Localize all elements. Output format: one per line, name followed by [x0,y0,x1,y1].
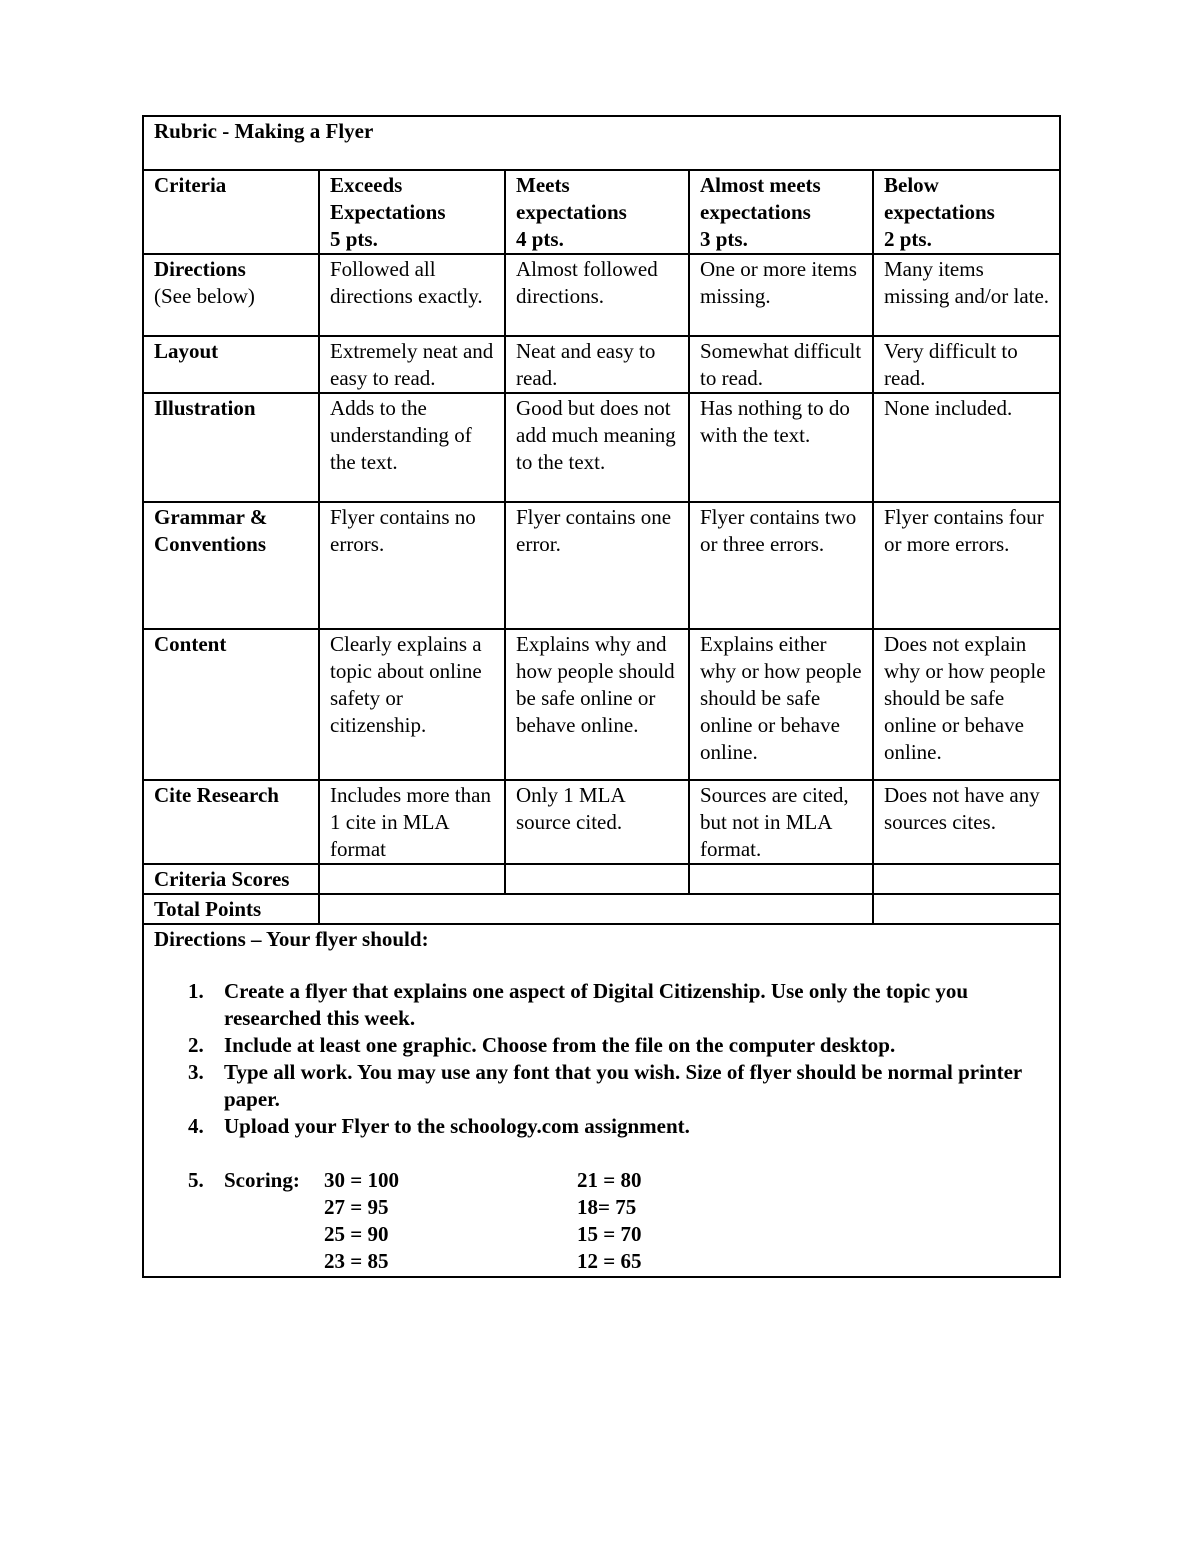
table-cell: Only 1 MLA source cited. [505,780,689,864]
table-cell: Extremely neat and easy to read. [319,336,505,393]
table-cell: Does not explain why or how people should be safe online or behave online. [873,629,1060,780]
score-cell [505,864,689,894]
table-cell: Clearly explains a topic about online safety or citizenship. [319,629,505,780]
score-cell [319,864,505,894]
total-points-cell [319,894,873,924]
table-row [143,780,1060,864]
header-row [143,170,1060,254]
total-points-extra-cell [873,894,1060,924]
table-row [143,629,1060,780]
table-cell: Does not have any sources cites. [873,780,1060,864]
criterion-content: Content [143,629,319,780]
table-cell: None included. [873,393,1060,502]
level-header-almost-meets: Almost meets expectations 3 pts. [689,170,873,254]
table-cell: Very difficult to read. [873,336,1060,393]
table-cell: Neat and easy to read. [505,336,689,393]
table-row [143,393,1060,502]
rubric-title: Rubric - Making a Flyer [143,116,1060,170]
directions-list [154,978,1050,1140]
table-cell: Explains either why or how people should be safe online or behave online. [689,629,873,780]
table-row [143,336,1060,393]
criterion-layout: Layout [143,336,319,393]
criterion-illustration: Illustration [143,393,319,502]
criterion-directions: Directions (See below) [143,254,319,336]
table-cell: Flyer contains one error. [505,502,689,629]
table-cell: One or more items missing. [689,254,873,336]
table-cell: Good but does not add much meaning to the text. [505,393,689,502]
table-row [143,502,1060,629]
level-header-exceeds: Exceeds Expectations 5 pts. [319,170,505,254]
total-points-row [143,894,1060,924]
criterion-grammar: Grammar & Conventions [143,502,319,629]
table-cell: Includes more than 1 cite in MLA format [319,780,505,864]
table-cell: Followed all directions exactly. [319,254,505,336]
table-cell: Flyer contains four or more errors. [873,502,1060,629]
table-cell: Flyer contains no errors. [319,502,505,629]
list-item: 3. Type all work. You may use any font that you wish. Size of flyer should be normal printer paper. [188,1060,1022,1111]
criteria-scores-row [143,864,1060,894]
table-cell: Somewhat difficult to read. [689,336,873,393]
table-cell: Explains why and how people should be safe online or behave online. [505,629,689,780]
table-row [143,254,1060,336]
criterion-cite-research: Cite Research [143,780,319,864]
table-cell: Almost followed directions. [505,254,689,336]
table-cell: Sources are cited, but not in MLA format. [689,780,873,864]
table-cell: Many items missing and/or late. [873,254,1060,336]
criteria-scores-label: Criteria Scores [143,864,319,894]
list-item: 2. Include at least one graphic. Choose from the file on the computer desktop. [188,1033,896,1057]
level-header-meets: Meets expectations 4 pts. [505,170,689,254]
scoring-list-item: 5. Scoring: 30 = 100 21 = 80 27 = 95 18= 75 25 = 90 15 = 70 23 = 85 12 = 65 [154,1167,1050,1275]
score-cell [689,864,873,894]
rubric-table [142,115,1061,1278]
list-item: 1. Create a flyer that explains one aspect of Digital Citizenship. Use only the topic you researched this week. [188,979,969,1030]
table-cell: Adds to the understanding of the text. [319,393,505,502]
table-cell: Has nothing to do with the text. [689,393,873,502]
criteria-header: Criteria [143,170,319,254]
score-cell [873,864,1060,894]
table-cell: Flyer contains two or three errors. [689,502,873,629]
directions-section [143,924,1060,1277]
directions-heading: Directions – Your flyer should: [154,927,429,951]
scoring-table: Scoring: 30 = 100 21 = 80 27 = 95 18= 75 25 = 90 15 = 70 23 = 85 12 = 65 [224,1168,642,1273]
list-item: 4. Upload your Flyer to the schoology.com assignment. [188,1114,690,1138]
level-header-below: Below expectations 2 pts. [873,170,1060,254]
total-points-label: Total Points [143,894,319,924]
